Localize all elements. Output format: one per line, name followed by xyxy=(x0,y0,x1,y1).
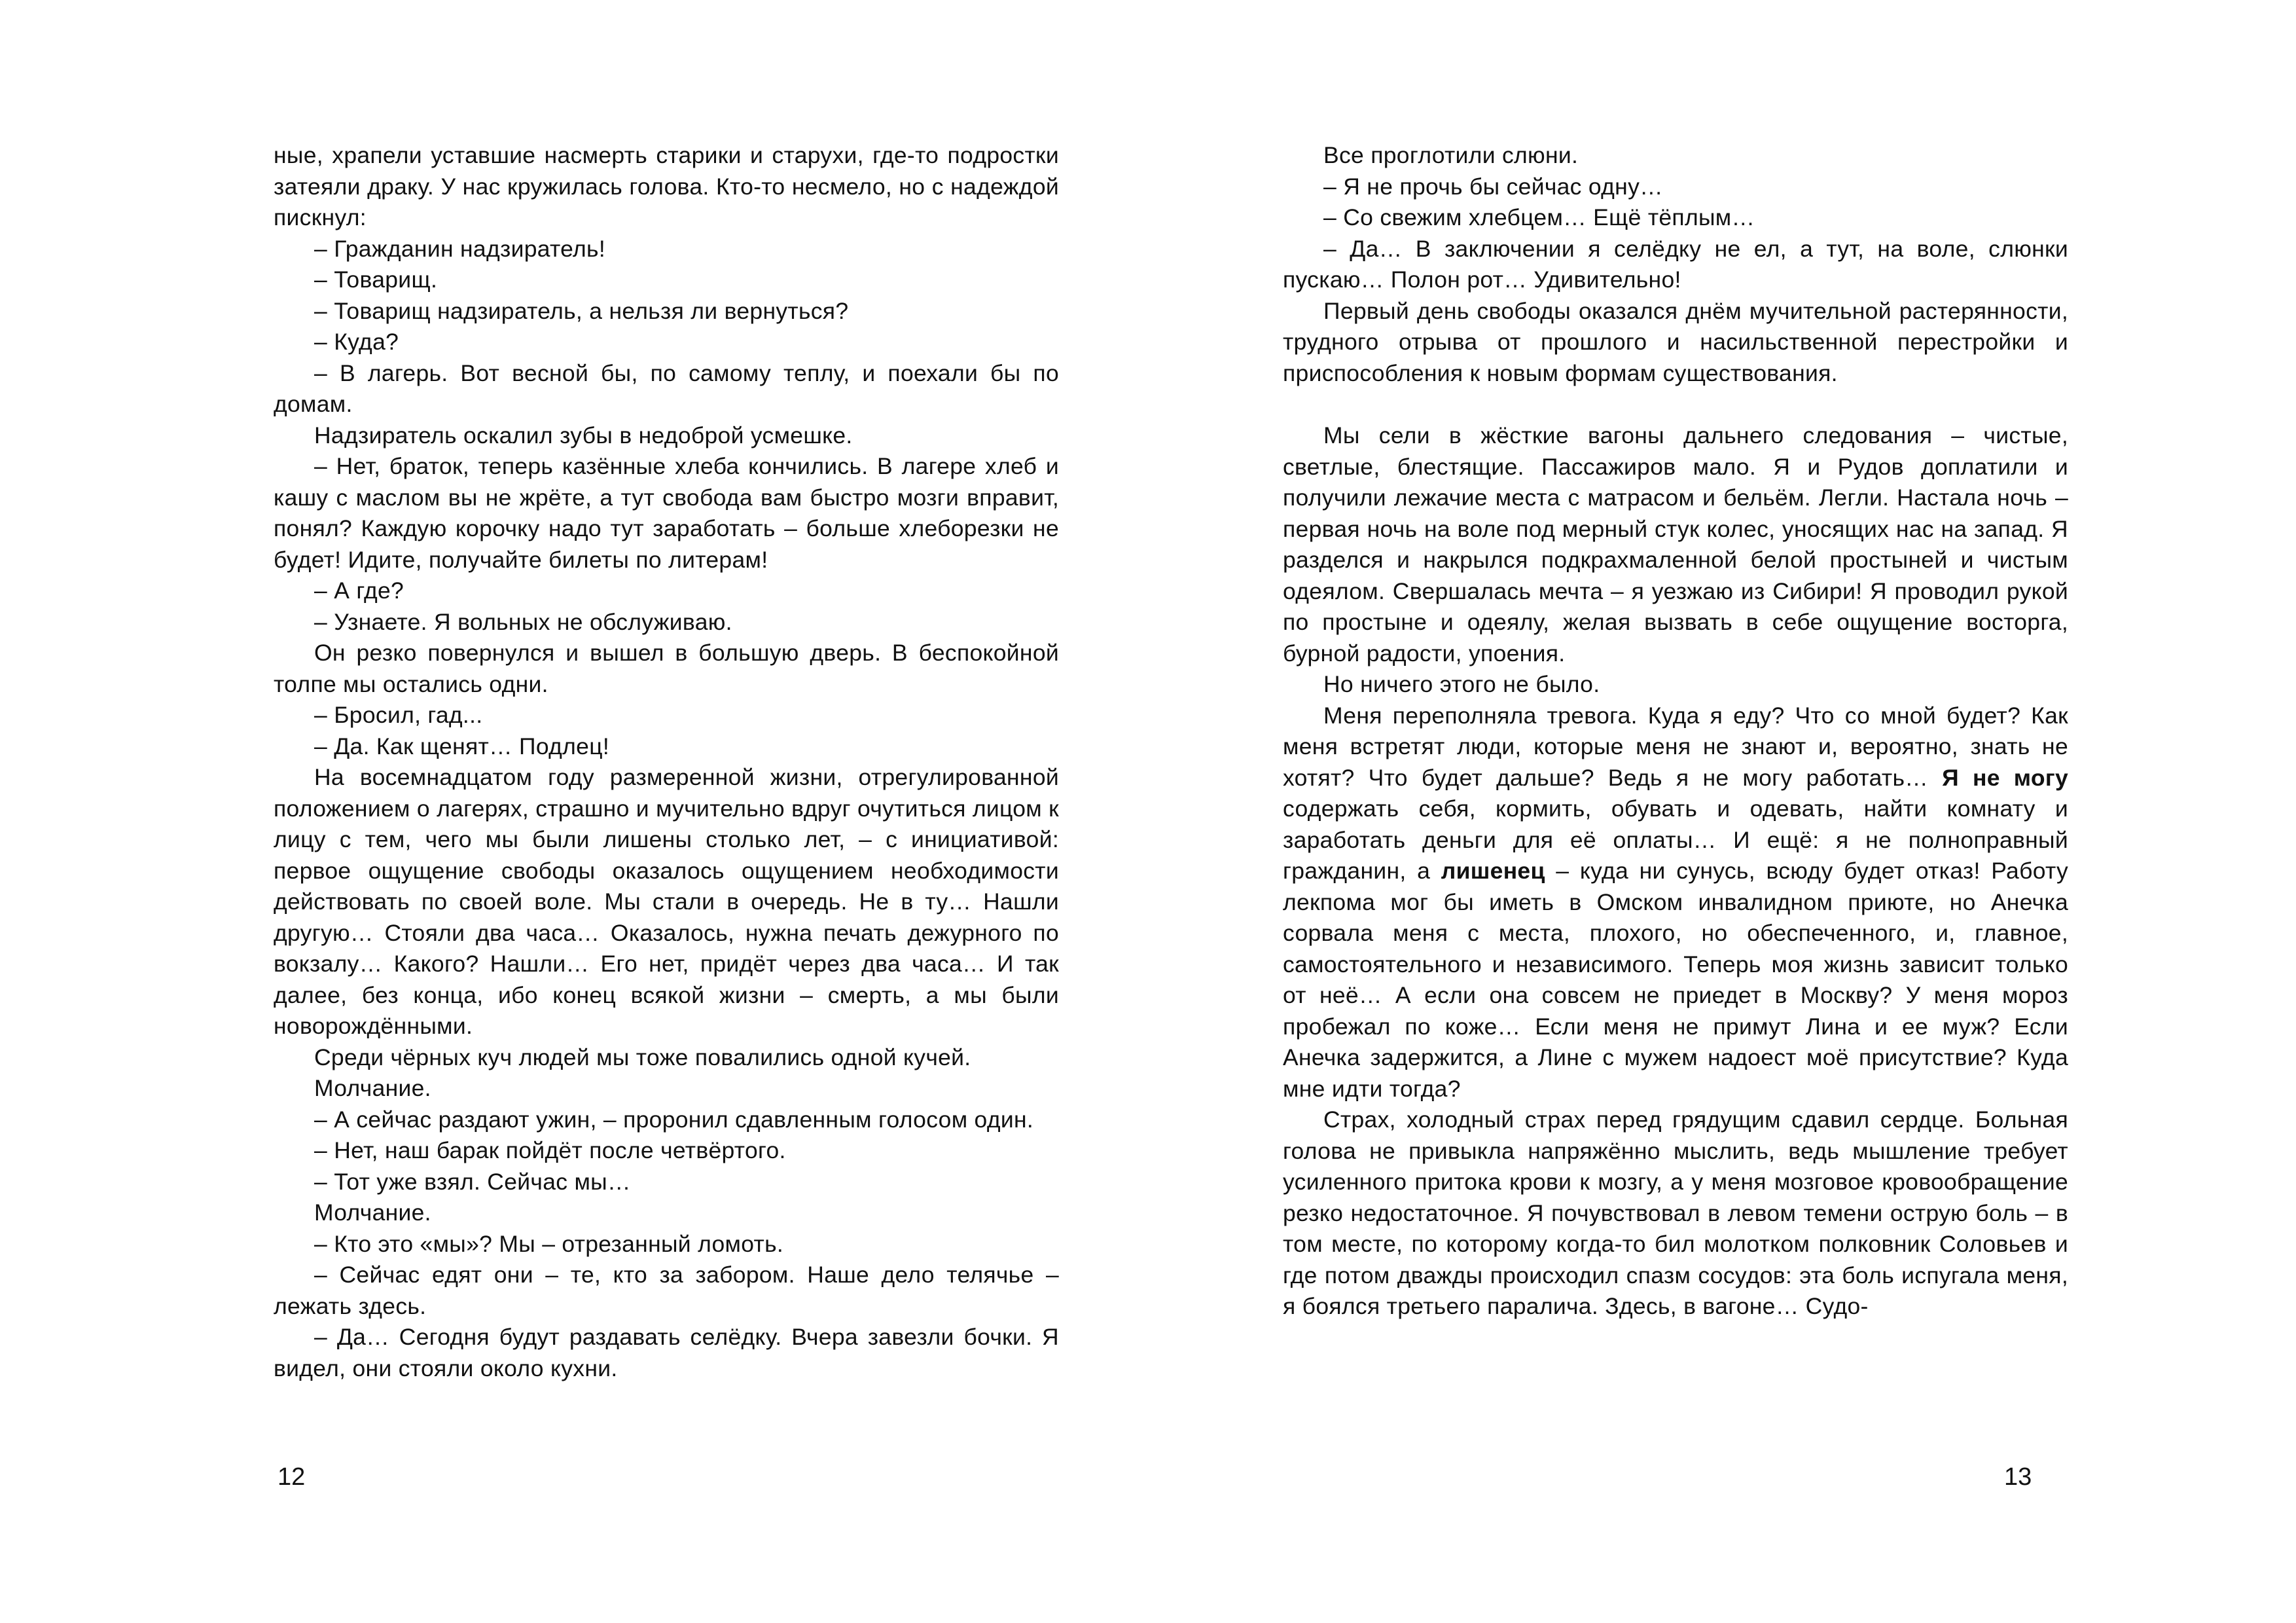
paragraph: ные, храпели уставшие насмерть старики и старухи, где-то подростки затеяли драку. У нас кружилась голова. Кто-то несмело, но с надеждой пискнул: xyxy=(274,142,1059,230)
bold-phrase: Я не могу xyxy=(1942,764,2068,791)
paragraph: Среди чёрных куч людей мы тоже повалились одной кучей. xyxy=(314,1044,971,1070)
paragraph: – Гражданин надзиратель! xyxy=(314,235,606,262)
paragraph: – Нет, наш барак пойдёт после четвёртого. xyxy=(314,1137,786,1163)
paragraph: – Товарищ надзиратель, а нельзя ли вернуться? xyxy=(314,297,849,324)
paragraph: Первый день свободы оказался днём мучительной растерянности, трудного отрыва от прошлого и насильственной перестройки и приспособления к новым формам существования. xyxy=(1283,297,2068,386)
paragraph: – Бросил, гад... xyxy=(314,702,483,728)
paragraph: – Я не прочь бы сейчас одну… xyxy=(1323,173,1663,200)
paragraph: Все проглотили слюни. xyxy=(1323,142,1579,168)
paragraph: – А сейчас раздают ужин, – проронил сдавленным голосом один. xyxy=(314,1106,1034,1133)
paragraph: – Тот уже взял. Сейчас мы… xyxy=(314,1168,631,1195)
paragraph: Молчание. xyxy=(314,1075,431,1101)
paragraph: На восемнадцатом году размеренной жизни, отрегулированной положением о лагерях, страшно и мучительно вдруг очутиться лицом к лицу с тем, чего мы были лишены столько лет, – с инициативой: первое ощущение свободы оказалось ощущением необходимости действовать по своей воле. Мы стали в очередь. Не в ту… Нашли другую… Стояли два часа… Оказалось, нужна печать дежурного по вокзалу… Какого? Нашли… Его нет, придёт через два часа… И так далее, без конца, ибо конец всякой жизни – смерть, а мы были новорождёнными. xyxy=(274,764,1060,1039)
paragraph: Страх, холодный страх перед грядущим сдавил сердце. Больная голова не привыкла напряжённо мыслить, ведь мышление требует усиленного притока крови к мозгу, а у меня мозговое кровообращение резко недостаточное. Я почувствовал в левом темени острую боль – в том месте, по которому когда-то бил молотком полковник Соловьев и где потом дважды происходил спазм сосудов: эта боль испугала меня, я боялся третьего паралича. Здесь, в вагоне… Судо- xyxy=(1283,1106,2068,1319)
paragraph: Мы сели в жёсткие вагоны дальнего следования – чистые, светлые, блестящие. Пассажиров мало. Я и Рудов доплатили и получили лежачие места с матрасом и бельём. Легли. Настала ночь – первая ночь на воле под мерный стук колес, уносящих нас на запад. Я разделся и накрылся подкрахмаленной белой простыней и чистым одеялом. Свершалась мечта – я уезжаю из Сибири! Я проводил рукой по простыне и одеялу, желая вызвать в себе ощущение восторга, бурной радости, упоения. xyxy=(1283,422,2068,666)
paragraph: – Кто это «мы»? Мы – отрезанный ломоть. xyxy=(314,1230,784,1257)
paragraph: Но ничего этого не было. xyxy=(1323,671,1600,697)
paragraph: – Да… Сегодня будут раздавать селёдку. Вчера завезли бочки. Я видел, они стояли около кухни. xyxy=(274,1324,1059,1381)
paragraph: – Товарищ. xyxy=(314,266,438,293)
paragraph: – В лагерь. Вот весной бы, по самому теплу, и поехали бы по домам. xyxy=(274,359,1059,417)
page-number-left: 12 xyxy=(278,1463,306,1491)
right-page xyxy=(1283,140,2068,1322)
paragraph: Он резко повернулся и вышел в большую дверь. В беспокойной толпе мы остались одни. xyxy=(274,640,1059,697)
paragraph: – Сейчас едят они – те, кто за забором. Наше дело телячье – лежать здесь. xyxy=(274,1262,1059,1319)
paragraph: – А где? xyxy=(314,577,404,604)
text-run: Меня переполняла тревога. Куда я еду? Что со мной будет? Как меня встретят люди, которые меня не знают и, вероятно, знать не хотят? Что будет дальше? Ведь я не могу работать… xyxy=(1283,702,2068,791)
paragraph: – Нет, браток, теперь казённые хлеба кончились. В лагере хлеб и кашу с маслом вы не жрёте, а тут свобода вам быстро мозги вправит, понял? Каждую корочку надо тут заработать – больше хлеборезки не будет! Идите, получайте билеты по литерам! xyxy=(274,453,1059,573)
bold-word: лишенец xyxy=(1441,858,1545,884)
paragraph-with-emphasis xyxy=(1283,701,2068,1105)
paragraph: – Да. Как щенят… Подлец! xyxy=(314,733,609,759)
paragraph: – Да… В заключении я селёдку не ел, а тут, на воле, слюнки пускаю… Полон рот… Удивительно! xyxy=(1283,235,2068,293)
text-run: содержать себя, кормить, обувать и одевать, найти комнату и заработать деньги для её оплаты… И ещё: я не полноправный гражданин, а xyxy=(1283,795,2068,884)
paragraph: – Куда? xyxy=(314,329,399,355)
left-page xyxy=(274,140,1059,1384)
text-run: – куда ни сунусь, всюду будет отказ! Работу лекпома мог бы иметь в Омском инвалидном приюте, но Анечка сорвала меня с места, плохого, но обеспеченного, и, главное, самостоятельного и независимого. Теперь моя жизнь зависит только от неё… А если она совсем не приедет в Москву? У меня мороз пробежал по коже… Если меня не примут Лина и ее муж? Если Анечка задержится, а Лине с мужем надоест моё присутствие? Куда мне идти тогда? xyxy=(1283,858,2068,1102)
paragraph: Молчание. xyxy=(314,1199,431,1226)
page-number-right: 13 xyxy=(2004,1463,2032,1491)
paragraph: – Со свежим хлебцем… Ещё тёплым… xyxy=(1323,204,1755,230)
paragraph: – Узнаете. Я вольных не обслуживаю. xyxy=(314,608,732,635)
paragraph: Надзиратель оскалил зубы в недоброй усмешке. xyxy=(314,422,853,448)
